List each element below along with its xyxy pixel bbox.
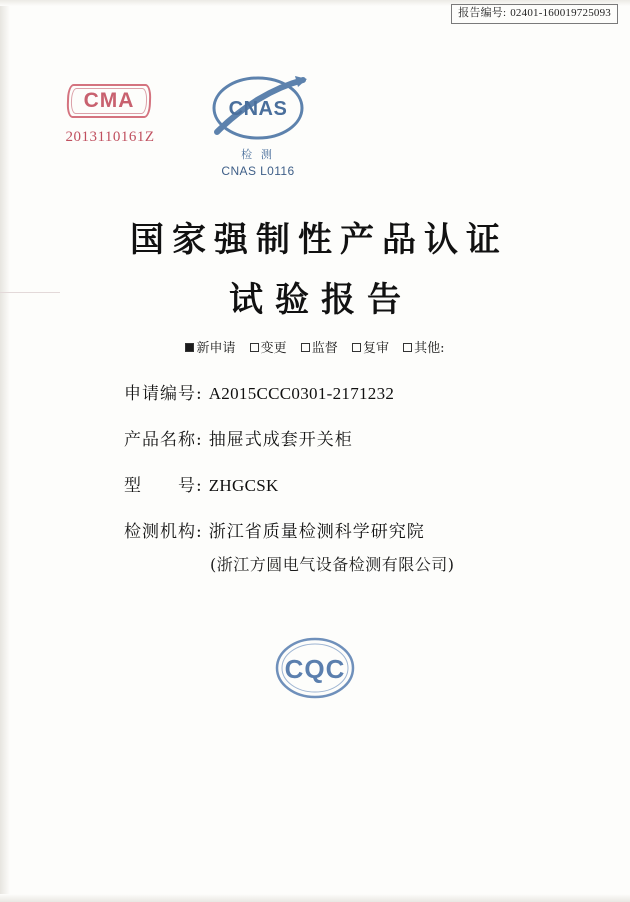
field-label-testing-organization: 检测机构: [124, 522, 203, 542]
cqc-mark-text: CQC [284, 654, 346, 684]
checkbox-label-supervision: 监督 [311, 341, 338, 356]
cqc-mark-icon [272, 634, 358, 704]
field-product-name [0, 428, 630, 452]
checkbox-label-change: 变更 [260, 341, 287, 356]
cnas-mark-icon [203, 72, 313, 150]
cnas-sub-text: 检 测 [241, 149, 275, 161]
cnas-accreditation-number: CNAS L0116 [221, 164, 295, 178]
field-label-model: 型 号: [124, 476, 203, 496]
cma-certificate-code: 2013110161Z [65, 129, 155, 145]
field-value-model: ZHGCSK [208, 476, 279, 495]
application-type-row [0, 337, 630, 356]
report-number-value: 02401-160019725093 [510, 7, 611, 19]
checkbox-label-other: 其他: [414, 341, 445, 356]
checkbox-option-review[interactable] [352, 341, 389, 356]
report-number-label: 报告编号: [458, 7, 507, 19]
checkbox-label-review: 复审 [362, 341, 389, 356]
field-value-testing-organization: 浙江省质量检测科学研究院 [208, 522, 425, 542]
field-value-application-number: A2015CCC0301-2171232 [208, 384, 395, 403]
page-title-line1: 国家强制性产品认证 [130, 220, 508, 260]
checkbox-label-new: 新申请 [196, 341, 236, 356]
field-testing-organization [0, 520, 630, 544]
checkbox-option-supervision[interactable] [301, 341, 338, 356]
checkbox-option-other[interactable] [403, 341, 444, 356]
field-value-testing-organization-subline: (浙江方圆电气设备检测有限公司) [210, 555, 455, 574]
field-application-number [0, 382, 630, 406]
cma-badge-icon [67, 84, 153, 120]
report-number-box [451, 4, 618, 24]
checkbox-icon-other[interactable] [403, 343, 412, 352]
field-value-product-name: 抽屉式成套开关柜 [208, 430, 353, 450]
checkbox-icon-review[interactable] [352, 343, 361, 352]
scan-edge-bottom [0, 894, 630, 902]
checkbox-option-new[interactable] [185, 341, 235, 356]
field-label-application-number: 申请编号: [124, 384, 203, 404]
field-list [0, 382, 630, 596]
cma-logo [40, 84, 180, 146]
checkbox-icon-new[interactable] [185, 343, 194, 352]
checkbox-icon-change[interactable] [250, 343, 259, 352]
checkbox-option-change[interactable] [250, 341, 287, 356]
cnas-logo [178, 72, 338, 178]
field-model [0, 474, 630, 498]
cma-mark-text: CMA [83, 89, 135, 112]
checkbox-icon-supervision[interactable] [301, 343, 310, 352]
field-label-product-name: 产品名称: [124, 430, 203, 450]
cqc-logo [0, 634, 630, 709]
page-title-line2: 试验报告 [229, 280, 413, 320]
cnas-mark-text: CNAS [228, 98, 288, 120]
logo-row [0, 72, 630, 182]
